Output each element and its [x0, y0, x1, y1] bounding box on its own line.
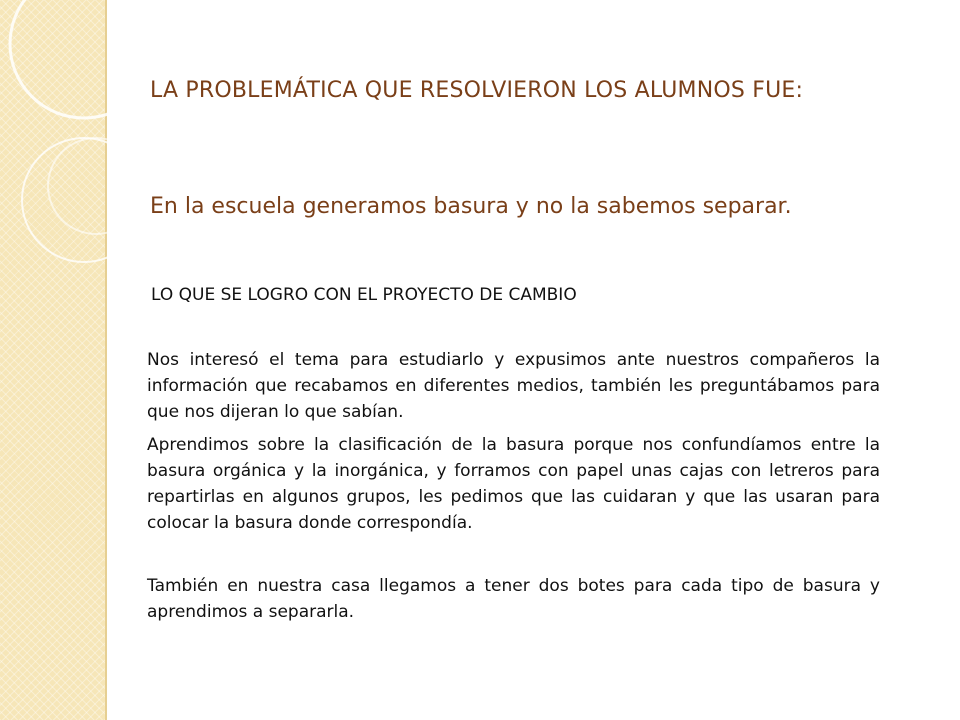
paragraph-1: Nos interesó el tema para estudiarlo y expusimos ante nuestros compañeros la información que recabamos en diferentes medios, también les preguntábamos para que nos dijeran lo que sabían. — [147, 350, 880, 422]
ring-large — [10, 0, 158, 118]
slide-subtitle: En la escuela generamos basura y no la sabemos separar. — [150, 194, 792, 219]
decorative-rings — [0, 0, 200, 330]
paragraph-2: Aprendimos sobre la clasificación de la basura porque nos confundíamos entre la basura orgánica y la inorgánica, y forramos con papel unas cajas con letreros para repartirlas en algunos grupos, les pedimos que las cuidaran y que las usaran para colocar la basura donde correspondía. — [147, 435, 880, 533]
slide-title: LA PROBLEMÁTICA QUE RESOLVIERON LOS ALUMNOS FUE: — [150, 78, 804, 103]
ring-small — [48, 138, 144, 234]
section-heading: LO QUE SE LOGRO CON EL PROYECTO DE CAMBIO — [151, 285, 577, 305]
ring-medium — [22, 138, 146, 262]
paragraph-3: También en nuestra casa llegamos a tener dos botes para cada tipo de basura y aprendimos a separarla. — [147, 576, 880, 622]
